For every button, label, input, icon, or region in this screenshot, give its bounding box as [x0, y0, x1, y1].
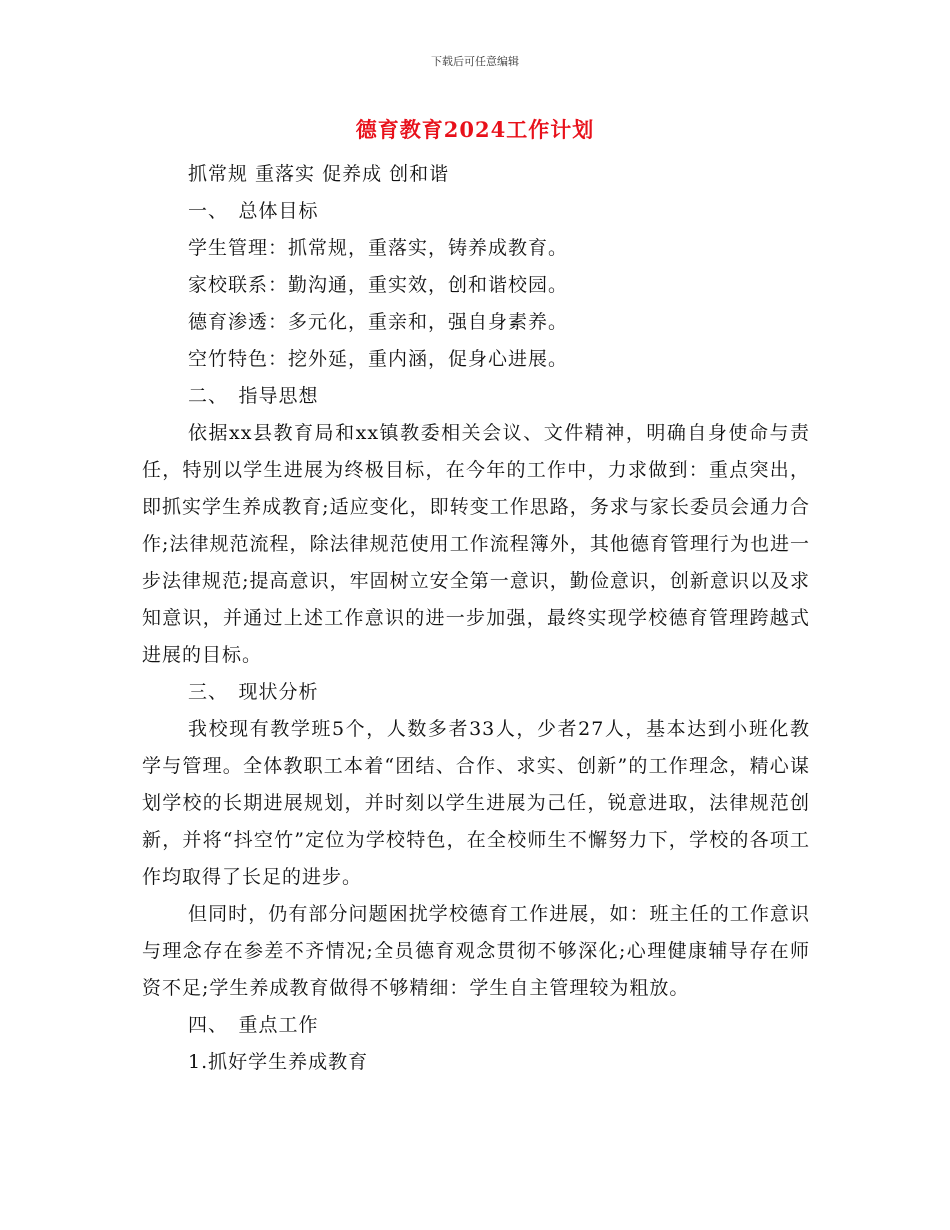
goal-line-home-school: 家校联系：勤沟通，重实效，创和谐校园。: [188, 274, 569, 296]
document-body: [142, 156, 810, 1081]
slogan-line: 抓常规 重落实 促养成 创和谐: [188, 163, 450, 185]
goal-line-student-management: 学生管理：抓常规，重落实，铸养成教育。: [188, 237, 569, 259]
guiding-thought-paragraph: 依据xx县教育局和xx镇教委相关会议、文件精神，明确自身使命与责任，特别以学生进展为终极目标，在今年的工作中，力求做到：重点突出，即抓实学生养成教育;适应变化，即转变工作思路，务求与家长委员会通力合作;法律规范流程，除法律规范使用工作流程簿外，其他德育管理行为也进一步法律规范;提高意识，牢固树立安全第一意识，勤俭意识，创新意识以及求知意识，并通过上述工作意识的进一步加强，最终实现学校德育管理跨越式进展的目标。: [142, 422, 810, 666]
document-title: 德育教育2024工作计划: [355, 117, 595, 142]
section-heading-4: 四、 重点工作: [188, 1014, 319, 1036]
section-heading-3: 三、 现状分析: [188, 681, 319, 703]
section-heading-1: 一、 总体目标: [188, 200, 319, 222]
status-paragraph-2: 但同时，仍有部分问题困扰学校德育工作进展，如：班主任的工作意识与理念存在参差不齐情况;全员德育观念贯彻不够深化;心理健康辅导存在师资不足;学生养成教育做得不够精细：学生自主管理较为粗放。: [142, 903, 810, 999]
goal-line-moral-education: 德育渗透：多元化，重亲和，强自身素养。: [188, 311, 569, 333]
key-work-item-1: 1.抓好学生养成教育: [188, 1051, 369, 1073]
goal-line-diabolo-feature: 空竹特色：挖外延，重内涵，促身心进展。: [188, 348, 569, 370]
status-paragraph-1: 我校现有教学班5个，人数多者33人，少者27人，基本达到小班化教学与管理。全体教职工本着“团结、合作、求实、创新”的工作理念，精心谋划学校的长期进展规划，并时刻以学生进展为己任，锐意进取，法律规范创新，并将“抖空竹”定位为学校特色，在全校师生不懈努力下，学校的各项工作均取得了长足的进步。: [142, 718, 810, 888]
section-heading-2: 二、 指导思想: [188, 385, 319, 407]
header-note: 下载后可任意编辑: [431, 55, 519, 68]
